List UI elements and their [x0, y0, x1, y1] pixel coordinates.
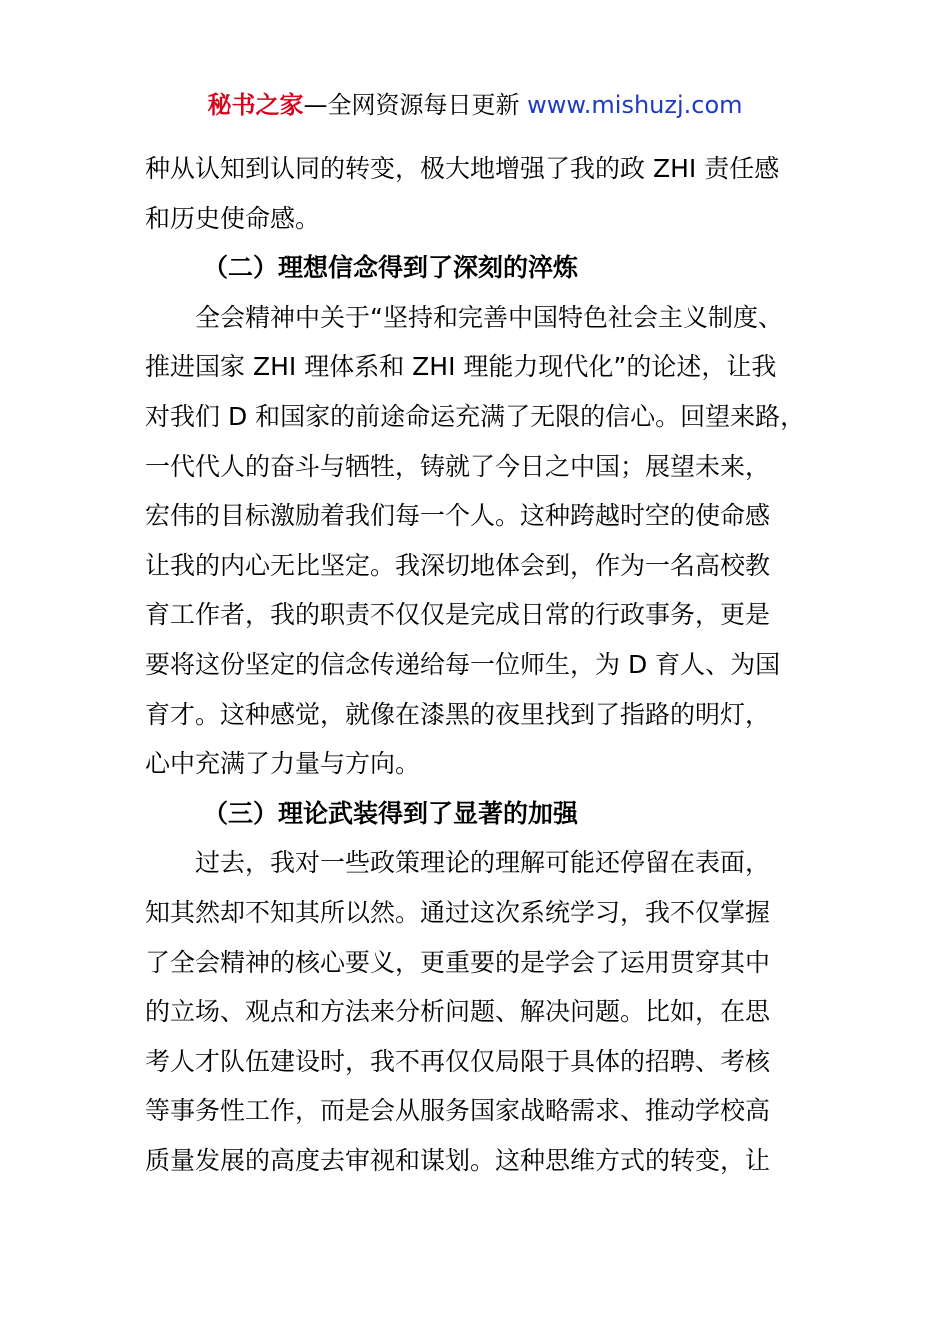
text-line: 让我的内心无比坚定。我深切地体会到，作为一名高校教: [145, 550, 771, 580]
header-url[interactable]: www.mishuzj.com: [527, 91, 743, 119]
section-heading: （三）理论武装得到了显著的加强: [203, 798, 579, 828]
text-line: 对我们 D 和国家的前途命运充满了无限的信心。回望来路，: [145, 401, 806, 431]
text-line: 考人才队伍建设时，我不再仅仅局限于具体的招聘、考核: [145, 1046, 771, 1076]
header-tagline: —全网资源每日更新: [303, 91, 528, 119]
text-line: 的立场、观点和方法来分析问题、解决问题。比如，在思: [145, 997, 771, 1027]
text-line: 和历史使命感。: [145, 203, 321, 233]
page-header: [0, 88, 950, 122]
text-line: 一代代人的奋斗与牺牲，铸就了今日之中国；展望未来，: [145, 451, 771, 481]
paragraph-first-line: 全会精神中关于“坚持和完善中国特色社会主义制度、: [195, 302, 783, 332]
paragraph-first-line: 过去，我对一些政策理论的理解可能还停留在表面，: [195, 848, 771, 878]
text-line: 了全会精神的核心要义，更重要的是学会了运用贯穿其中: [145, 947, 771, 977]
text-line: 质量发展的高度去审视和谋划。这种思维方式的转变，让: [145, 1145, 771, 1175]
text-line: 种从认知到认同的转变，极大地增强了我的政 ZHI 责任感: [145, 154, 780, 183]
text-line: 育工作者，我的职责不仅仅是完成日常的行政事务，更是: [145, 600, 771, 630]
text-line: 心中充满了力量与方向。: [145, 749, 421, 779]
section-heading: （二）理想信念得到了深刻的淬炼: [203, 253, 579, 283]
text-line: 知其然却不知其所以然。通过这次系统学习，我不仅掌握: [145, 897, 771, 927]
text-line: 育才。这种感觉，就像在漆黑的夜里找到了指路的明灯，: [145, 699, 771, 729]
text-line: 宏伟的目标激励着我们每一个人。这种跨越时空的使命感: [145, 501, 771, 531]
document-body: [145, 144, 825, 1185]
text-line: 推进国家 ZHI 理体系和 ZHI 理能力现代化”的论述，让我: [145, 352, 777, 382]
text-line: 要将这份坚定的信念传递给每一位师生，为 D 育人、为国: [145, 649, 781, 679]
text-line: 等事务性工作，而是会从服务国家战略需求、推动学校高: [145, 1096, 771, 1126]
brand-name: 秘书之家: [207, 91, 304, 119]
